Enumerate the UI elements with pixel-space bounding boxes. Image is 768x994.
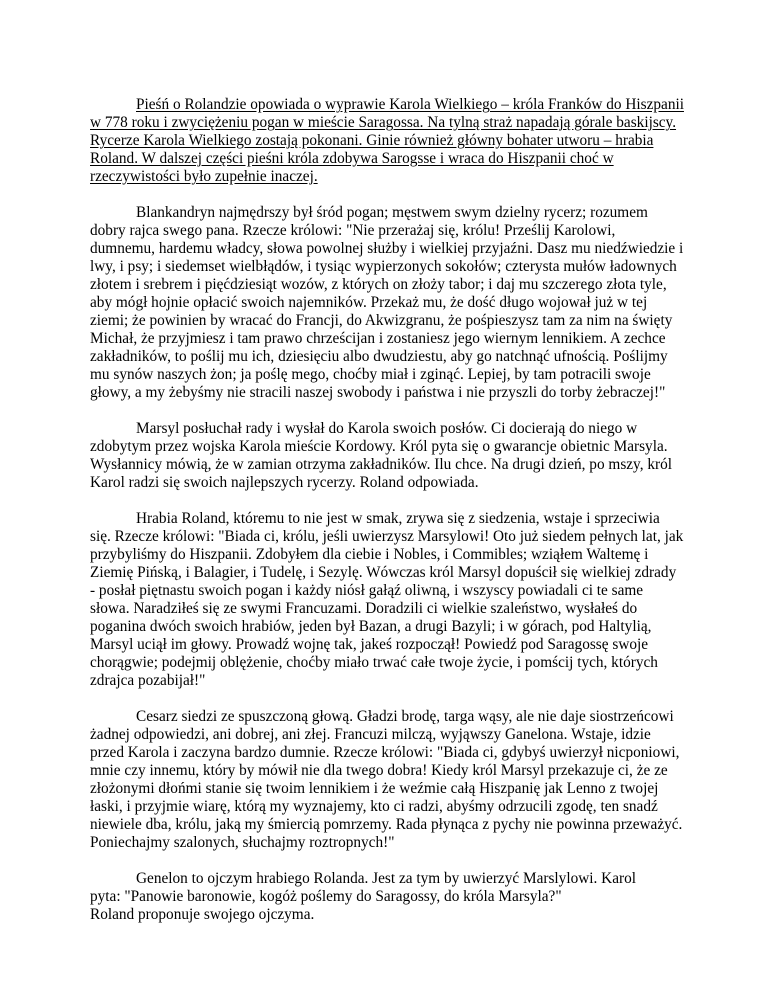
document-page [90, 96, 684, 924]
closing-line: Genelon to ojczym hrabiego Rolanda. Jest za tym by uwierzyć Marslylowi. Karol [136, 870, 636, 887]
paragraph-roland: Hrabia Roland, któremu to nie jest w smak, zrywa się z siedzenia, wstaje i sprzeciwia się. Rzecze królowi: "Biada ci, królu, jeśli uwierzysz Marsylowi! Oto już siedem pełnych lat, jak przybyliśmy do Hiszpanii. Zdobyłem dla ciebie i Nobles, i Commibles; wziąłem Waltemę i Ziemię Pińską, i Balagier, i Tudelę, i Sezylę. Wówczas król Marsyl dopuścił się wielkiej zdrady - posłał piętnastu swoich pogan i każdy niósł gałąź oliwną, i wszyscy powiadali ci te same słowa. Naradziłeś się ze swymi Francuzami. Doradzili ci wielkie szaleństwo, wysłałeś do poganina dwóch swoich hrabiów, jeden był Bazan, a drugi Bazyli; i w górach, pod Haltylią, Marsyl uciął im głowy. Prowadź wojnę tak, jakeś rozpoczął! Powiedź pod Saragossę swoje chorągwie; podejmij oblężenie, choćby miało trwać całe twoje życie, i pomścij tych, których zdrajca pozabijał!" [90, 510, 684, 689]
closing-line: pyta: "Panowie baronowie, kogóż poślemy do Saragossy, do króla Marsyla?" [90, 888, 562, 905]
paragraph-cesarz: Cesarz siedzi ze spuszczoną głową. Gładzi brodę, targa wąsy, ale nie daje siostrzeńcowi żadnej odpowiedzi, ani dobrej, ani złej. Francuzi milczą, wyjąwszy Ganelona. Wstaje, idzie przed Karola i zaczyna bardzo dumnie. Rzecze królowi: "Biada ci, gdybyś uwierzył nicponiowi, mnie czy innemu, który by mówił nie dla twego dobra! Kiedy król Marsyl przekazuje ci, że ze złożonymi dłońmi stanie się twoim lennikiem i że weźmie całą Hiszpanię jak Lenno z twojej łaski, i przyjmie wiarę, którą my wyznajemy, kto ci radzi, abyśmy odrzucili zgodę, ten snadź niewiele dba, królu, jaką my śmiercią pomrzemy. Rada płynąca z pychy nie powinna przeważyć. Poniechajmy szalonych, słuchajmy roztropnych!" [90, 708, 683, 851]
closing-paragraph [90, 870, 684, 924]
paragraph-blankandryn: Blankandryn najmędrszy był śród pogan; męstwem swym dzielny rycerz; rozumem dobry rajca swego pana. Rzecze królowi: "Nie przerażaj się, królu! Prześlij Karolowi, dumnemu, hardemu władcy, słowa powolnej służby i wielkiej przyjaźni. Dasz mu niedźwiedzie i lwy, i psy; i siedemset wielbłądów, i tysiąc wypierzonych sokołów; czterysta mułów ładownych złotem i srebrem i pięćdziesiąt wozów, z których on złoży tabor; i daj mu szczerego złota tyle, aby mógł hojnie opłacić swoich najemników. Przekaż mu, że dość długo wojował już w tej ziemi; że powinien by wracać do Francji, do Akwizgranu, że pośpieszysz tam za nim na święty Michał, że przyjmiesz i tam prawo chrześcijan i zostaniesz jego wiernym lennikiem. A zechce zakładników, to poślij mu ich, dziesięciu albo dwudziestu, aby go natchnąć ufnością. Poślijmy mu synów naszych żon; ja poślę mego, choćby miał i zginąć. Lepiej, by tam potracili swoje głowy, a my żebyśmy nie stracili naszej swobody i państwa i nie przyszli do torby żebraczej!" [90, 204, 684, 401]
closing-line: Roland proponuje swojego ojczyma. [90, 906, 315, 923]
intro-paragraph: Pieśń o Rolandzie opowiada o wyprawie Karola Wielkiego – króla Franków do Hiszpanii w 778 roku i zwycięż‌eniu pogan w mieście Saragossa. Na tylną straż napadają górale baskijscy. Rycerze Karola Wielkiego zostają pokonani. Ginie również główny bohater utworu – hrabia Roland. W dalszej części pieśni króla zdobywa Sarogsse i wraca do Hiszpanii choć w rzeczywistości było zupełnie inaczej. [90, 96, 684, 185]
paragraph-marsyl: Marsyl posłuchał rady i wysłał do Karola swoich posłów. Ci docierają do niego w zdobytym przez wojska Karola mieście Kordowy. Król pyta się o gwarancje obietnic Marsyla. Wysłannicy mówią, że w zamian otrzyma zakładników. Ilu chce. Na drugi dzień, po mszy, król Karol radzi się swoich najlepszych rycerzy. Roland odpowiada. [90, 420, 673, 491]
